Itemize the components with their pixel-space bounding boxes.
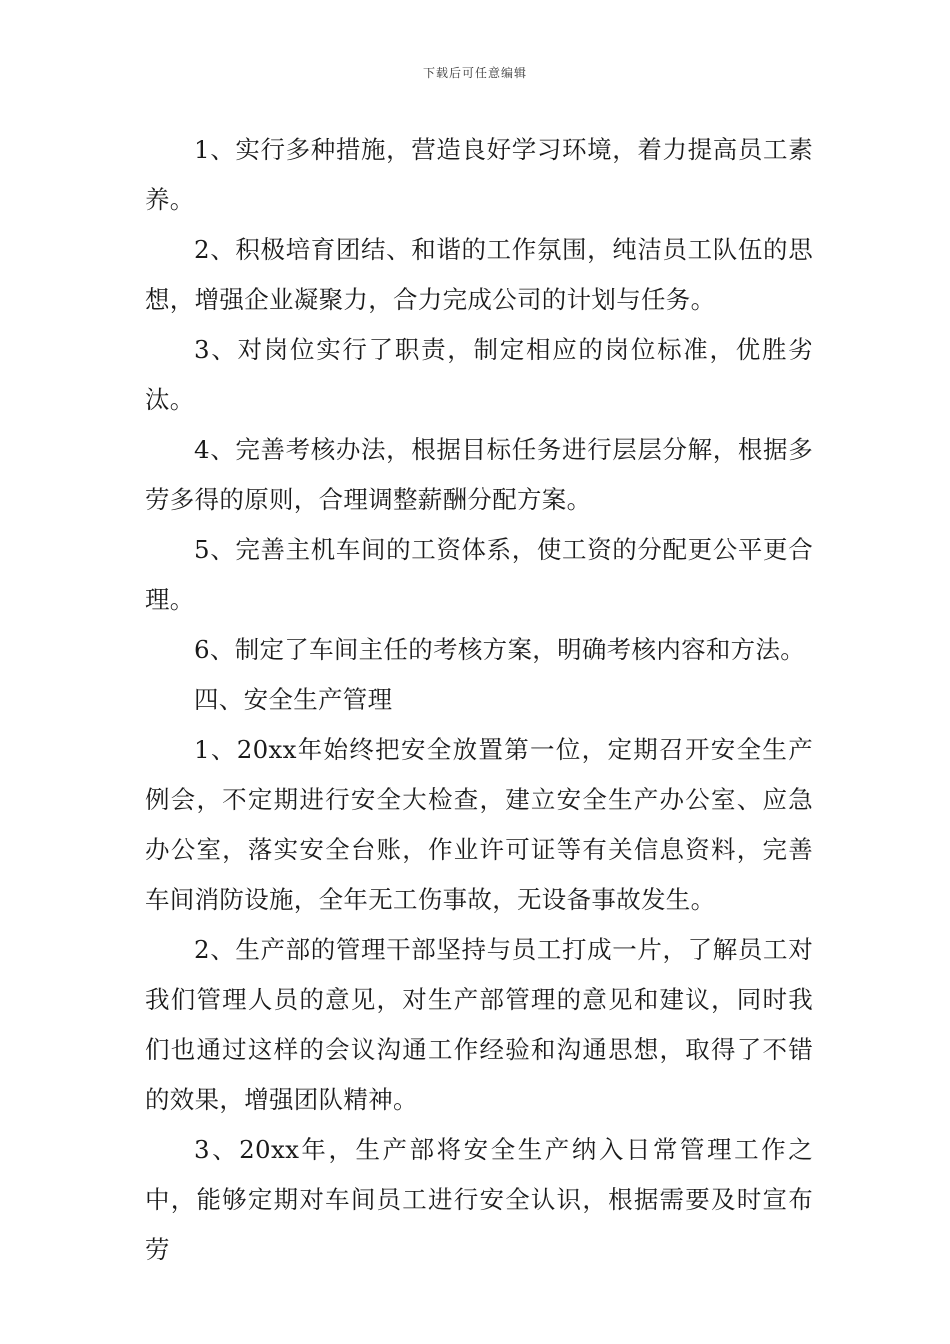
section-heading: 四、安全生产管理 xyxy=(194,685,393,714)
paragraph-7: 1、20xx年始终把安全放置第一位，定期召开安全生产例会，不定期进行安全大检查，建立安全生产办公室、应急办公室，落实安全台账，作业许可证等有关信息资料，完善车间消防设施，全年无工伤事故，无设备事故发生。 xyxy=(145,735,813,914)
paragraph-1: 1、实行多种措施，营造良好学习环境，着力提高员工素养。 xyxy=(145,135,813,214)
paragraph-8: 2、生产部的管理干部坚持与员工打成一片，了解员工对我们管理人员的意见，对生产部管理的意见和建议，同时我们也通过这样的会议沟通工作经验和沟通思想，取得了不错的效果，增强团队精神。 xyxy=(145,935,813,1114)
paragraph-4: 4、完善考核办法，根据目标任务进行层层分解，根据多劳多得的原则，合理调整薪酬分配方案。 xyxy=(145,435,813,514)
paragraph-6: 6、制定了车间主任的考核方案，明确考核内容和方法。 xyxy=(194,635,806,664)
paragraph-3: 3、对岗位实行了职责，制定相应的岗位标准，优胜劣汰。 xyxy=(145,335,813,414)
header-note: 下载后可任意编辑 xyxy=(422,66,527,80)
document-body xyxy=(145,125,813,1275)
paragraph-2: 2、积极培育团结、和谐的工作氛围，纯洁员工队伍的思想，增强企业凝聚力，合力完成公司的计划与任务。 xyxy=(145,235,813,314)
paragraph-5: 5、完善主机车间的工资体系，使工资的分配更公平更合理。 xyxy=(145,535,813,614)
paragraph-9: 3、20xx年，生产部将安全生产纳入日常管理工作之中，能够定期对车间员工进行安全认识，根据需要及时宣布劳 xyxy=(145,1135,813,1264)
